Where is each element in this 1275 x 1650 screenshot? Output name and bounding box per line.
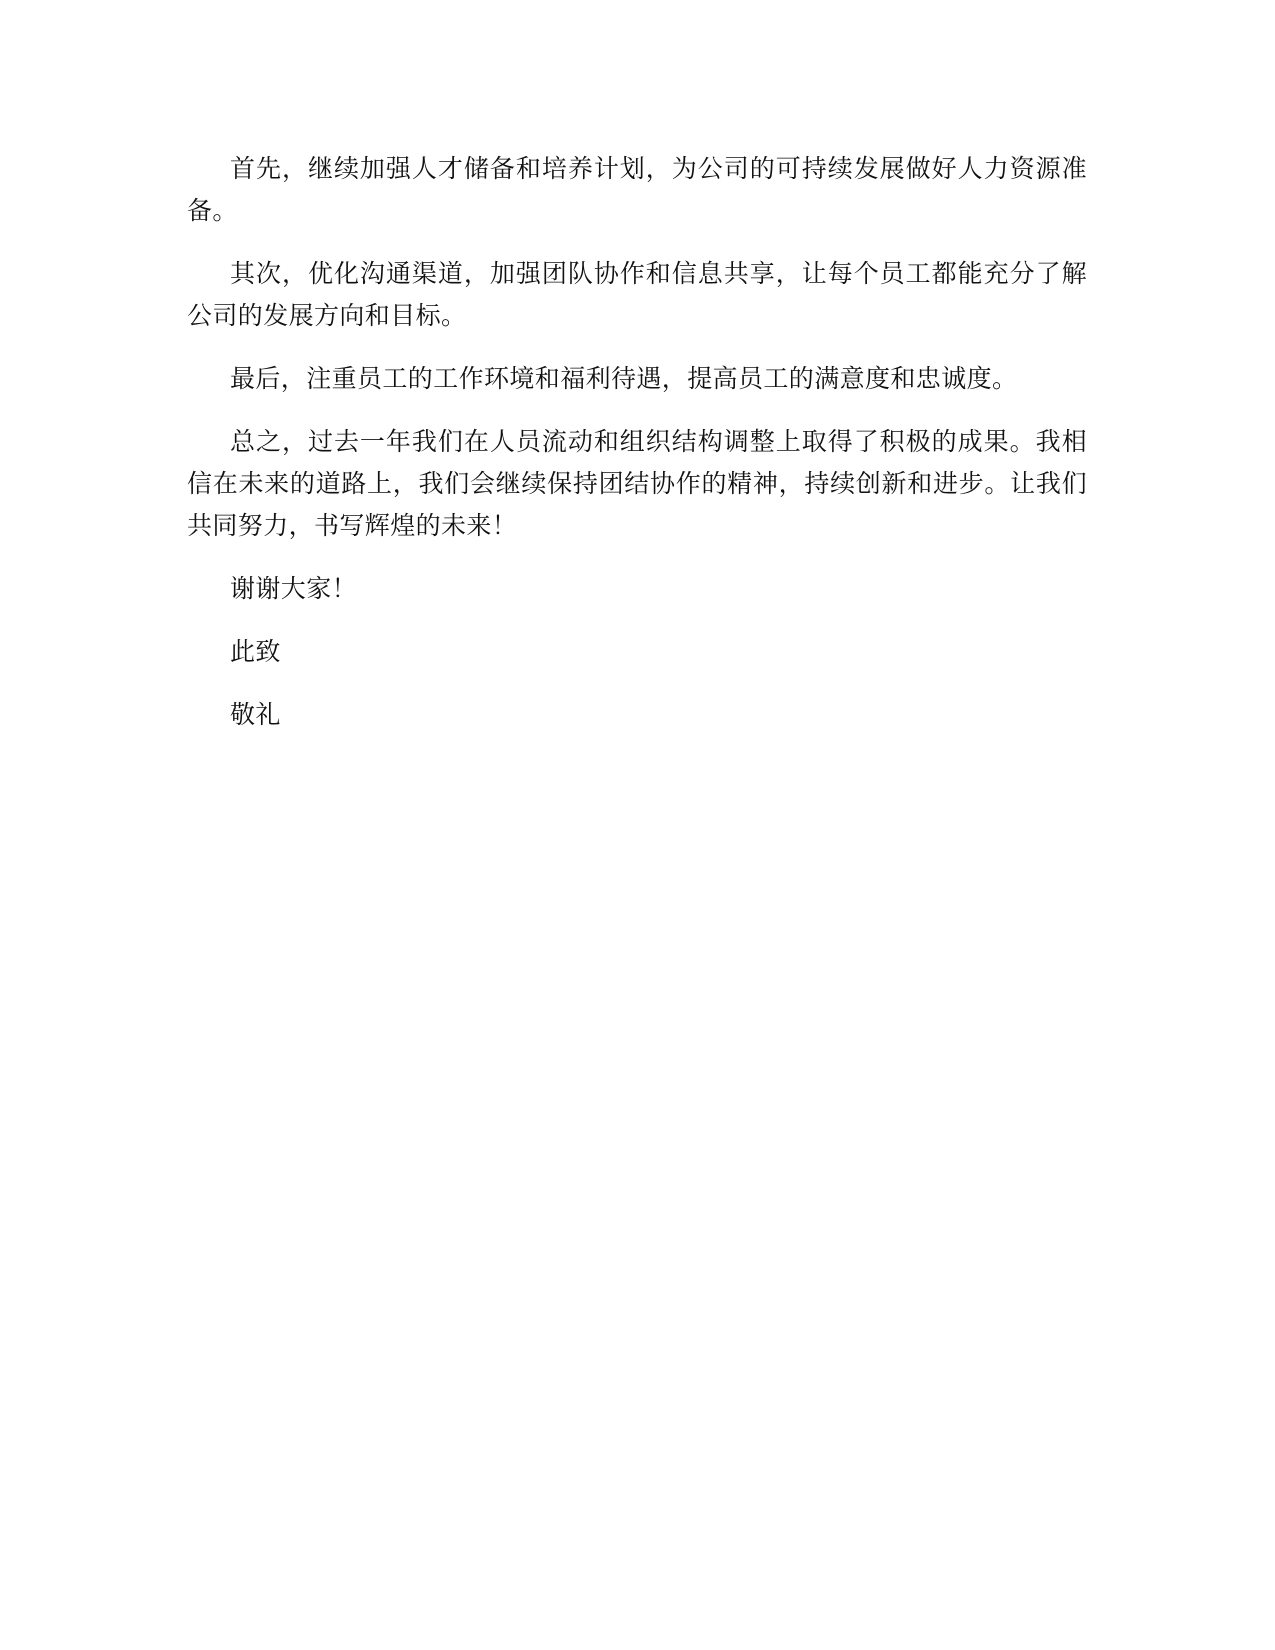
document-body [187, 148, 1087, 757]
paragraph-thanks: 谢谢大家！ [230, 574, 358, 603]
closing-salutation: 此致 [230, 637, 281, 666]
paragraph-communication: 其次，优化沟通渠道，加强团队协作和信息共享，让每个员工都能充分了解公司的发展方向和目标。 [187, 259, 1087, 330]
paragraph-talent-reserve: 首先，继续加强人才储备和培养计划，为公司的可持续发展做好人力资源准备。 [187, 154, 1087, 225]
closing-regards: 敬礼 [230, 700, 281, 729]
paragraph-summary: 总之，过去一年我们在人员流动和组织结构调整上取得了积极的成果。我相信在未来的道路上，我们会继续保持团结协作的精神，持续创新和进步。让我们共同努力，书写辉煌的未来！ [187, 427, 1087, 540]
paragraph-employee-welfare: 最后，注重员工的工作环境和福利待遇，提高员工的满意度和忠诚度。 [230, 364, 1018, 393]
